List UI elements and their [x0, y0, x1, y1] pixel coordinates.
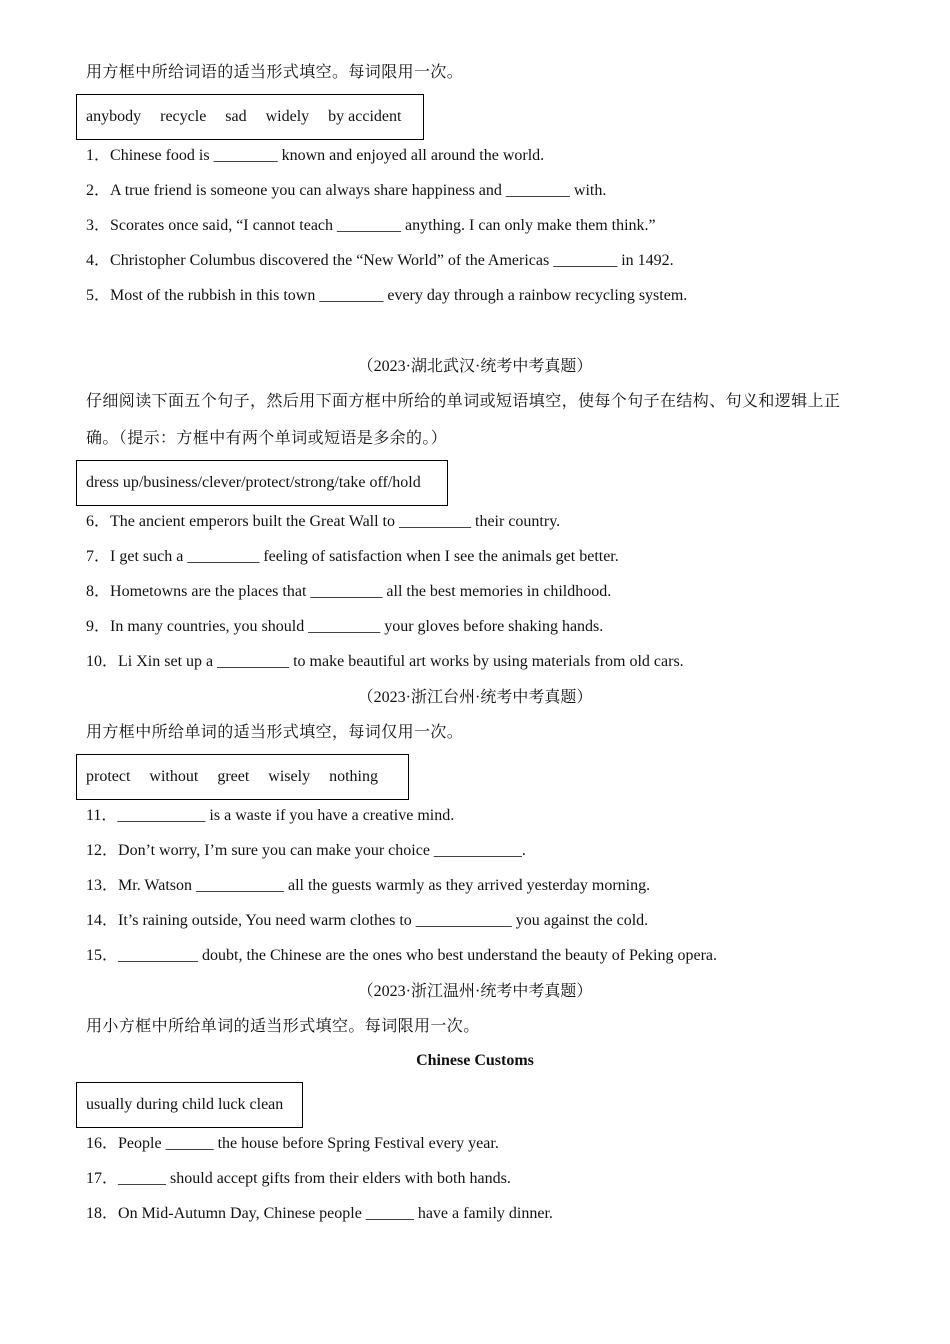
question-text: The ancient emperors built the Great Wall to _________ their country. — [110, 513, 561, 530]
question-number: 1． — [86, 147, 111, 164]
section1-instruction: 用方框中所给词语的适当形式填空。每词限用一次。 — [86, 64, 464, 81]
word-box-item: nothing — [329, 768, 378, 785]
question-1 — [86, 145, 544, 167]
question-3 — [86, 215, 656, 237]
question-14 — [86, 910, 648, 932]
question-text: ______ should accept gifts from their elders with both hands. — [118, 1170, 511, 1187]
question-number: 2． — [86, 182, 111, 199]
question-8 — [86, 581, 611, 603]
section3-source: （2023·浙江台州·统考中考真题） — [357, 689, 593, 706]
question-text: I get such a _________ feeling of satisfaction when I see the animals get better. — [110, 548, 619, 565]
question-number: 9． — [86, 618, 111, 635]
question-2 — [86, 180, 606, 202]
question-18 — [86, 1203, 553, 1225]
question-17 — [86, 1168, 511, 1190]
question-text: It’s raining outside, You need warm clothes to ____________ you against the cold. — [118, 912, 649, 929]
question-number: 12． — [86, 842, 119, 859]
question-number: 13． — [86, 877, 119, 894]
question-9 — [86, 616, 603, 638]
word-box-item: anybody — [86, 108, 142, 125]
question-number: 14． — [86, 912, 119, 929]
word-box-item: by accident — [328, 108, 402, 125]
word-box-item: without — [149, 768, 199, 785]
word-box-item: recycle — [160, 108, 207, 125]
question-4 — [86, 250, 674, 272]
question-text: Christopher Columbus discovered the “New World” of the Americas ________ in 1492. — [110, 252, 674, 269]
question-text: A true friend is someone you can always share happiness and ________ with. — [110, 182, 607, 199]
question-number: 18． — [86, 1205, 119, 1222]
question-12 — [86, 840, 526, 862]
section3-instruction: 用方框中所给单词的适当形式填空，每词仅用一次。 — [86, 724, 464, 741]
question-text: In many countries, you should _________ your gloves before shaking hands. — [110, 618, 604, 635]
passage-title: Chinese Customs — [416, 1052, 534, 1069]
question-text: Don’t worry, I’m sure you can make your choice ___________. — [118, 842, 526, 859]
question-text: People ______ the house before Spring Festival every year. — [118, 1135, 499, 1152]
word-box-4 — [76, 1082, 303, 1128]
section4-source: （2023·浙江温州·统考中考真题） — [357, 983, 593, 1000]
question-text: ___________ is a waste if you have a creative mind. — [117, 807, 455, 824]
word-box-2 — [76, 460, 448, 506]
question-number: 7． — [86, 548, 111, 565]
question-number: 6． — [86, 513, 111, 530]
question-number: 5． — [86, 287, 111, 304]
question-text: Mr. Watson ___________ all the guests warmly as they arrived yesterday morning. — [118, 877, 651, 894]
word-box-item: wisely — [268, 768, 311, 785]
section2-instruction-line2: 确。（提示：方框中有两个单词或短语是多余的。） — [86, 430, 448, 447]
question-number: 11． — [86, 807, 118, 824]
section2-source: （2023·湖北武汉·统考中考真题） — [357, 358, 593, 375]
question-number: 8． — [86, 583, 111, 600]
question-number: 15． — [86, 947, 119, 964]
question-7 — [86, 546, 619, 568]
word-box-1 — [76, 94, 424, 140]
word-box-3 — [76, 754, 409, 800]
word-box-item: widely — [265, 108, 310, 125]
question-13 — [86, 875, 650, 897]
question-text: Hometowns are the places that _________ all the best memories in childhood. — [110, 583, 612, 600]
question-number: 3． — [86, 217, 111, 234]
question-11 — [86, 805, 454, 827]
word-box-item: sad — [225, 108, 247, 125]
question-5 — [86, 285, 687, 307]
section4-instruction: 用小方框中所给单词的适当形式填空。每词限用一次。 — [86, 1018, 480, 1035]
question-text: On Mid-Autumn Day, Chinese people ______ have a family dinner. — [118, 1205, 553, 1222]
word-box-item: greet — [217, 768, 250, 785]
question-text: Chinese food is ________ known and enjoyed all around the world. — [110, 147, 545, 164]
question-number: 16． — [86, 1135, 119, 1152]
question-16 — [86, 1133, 499, 1155]
question-6 — [86, 511, 560, 533]
question-text: Li Xin set up a _________ to make beautiful art works by using materials from old cars. — [118, 653, 684, 670]
question-number: 17． — [86, 1170, 119, 1187]
section2-instruction-line1: 仔细阅读下面五个句子，然后用下面方框中所给的单词或短语填空，使每个句子在结构、句义和逻辑上正 — [86, 393, 841, 410]
question-text: __________ doubt, the Chinese are the ones who best understand the beauty of Peking opera. — [118, 947, 717, 964]
word-box-text: dress up/business/clever/protect/strong/take off/hold — [86, 474, 421, 491]
question-text: Scorates once said, “I cannot teach ________ anything. I can only make them think.” — [110, 217, 656, 234]
question-number: 10． — [86, 653, 119, 670]
word-box-item: protect — [86, 768, 131, 785]
question-15 — [86, 945, 717, 967]
question-text: Most of the rubbish in this town ________ every day through a rainbow recycling system. — [110, 287, 688, 304]
word-box-text: usually during child luck clean — [86, 1096, 284, 1113]
question-number: 4． — [86, 252, 111, 269]
question-10 — [86, 651, 684, 673]
